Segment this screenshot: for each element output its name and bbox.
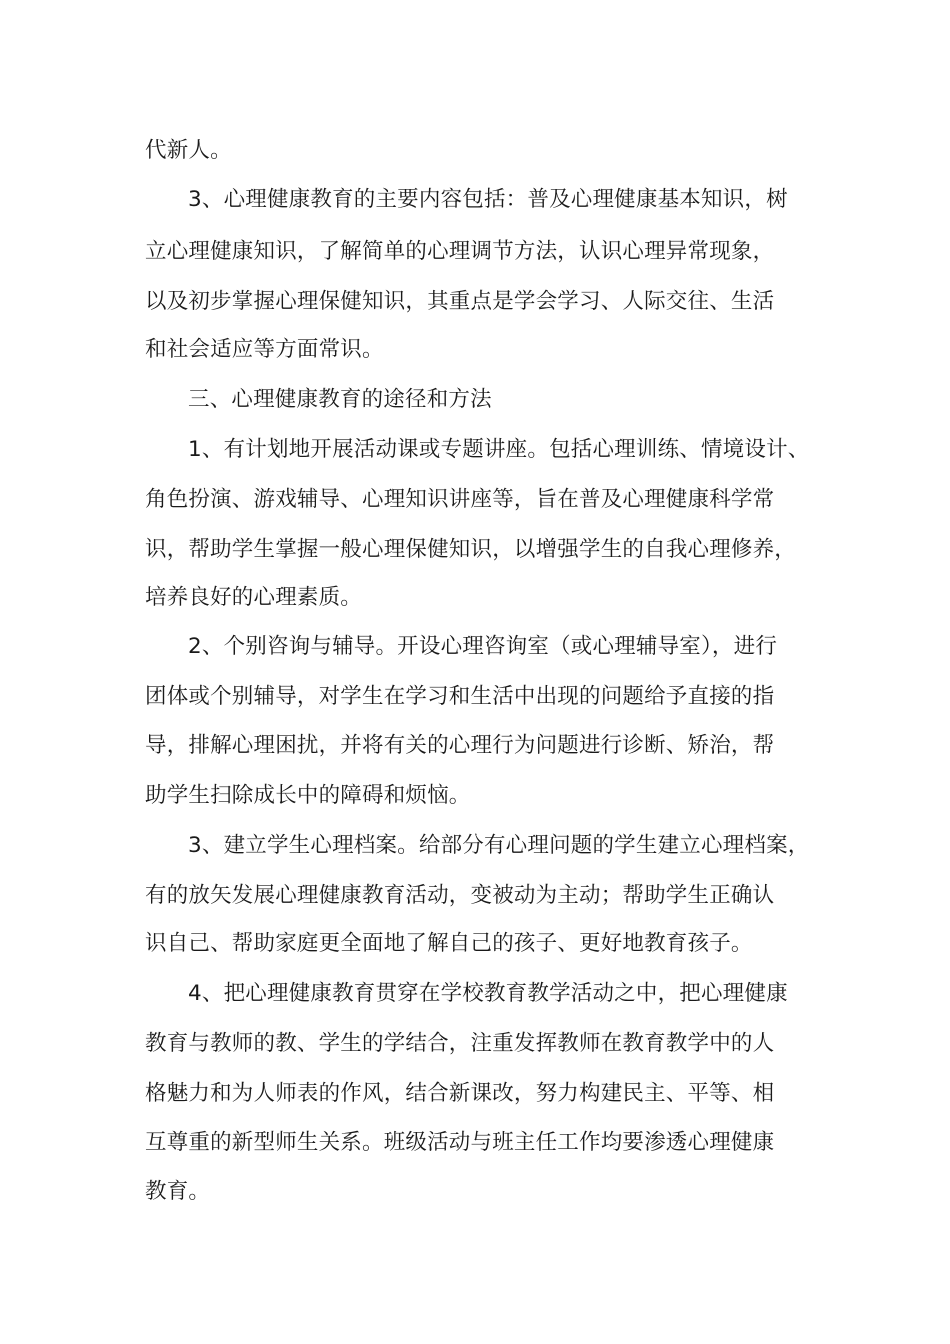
text-line: 1、有计划地开展活动课或专题讲座。包括心理训练、情境设计、 [188, 437, 810, 462]
text-line: 代新人。 [145, 138, 232, 163]
text-line: 互尊重的新型师生关系。班级活动与班主任工作均要渗透心理健康 [145, 1130, 775, 1155]
text-line: 识，帮助学生掌握一般心理保健知识，以增强学生的自我心理修养， [145, 537, 797, 562]
text-line: 4、把心理健康教育贯穿在学校教育教学活动之中，把心理健康 [188, 981, 788, 1006]
text-line: 3、心理健康教育的主要内容包括：普及心理健康基本知识，树 [188, 187, 788, 212]
text-line: 教育与教师的教、学生的学结合，注重发挥教师在教育教学中的人 [145, 1031, 775, 1056]
text-line: 和社会适应等方面常识。 [145, 337, 384, 362]
text-line: 3、建立学生心理档案。给部分有心理问题的学生建立心理档案， [188, 833, 810, 858]
section-heading: 三、心理健康教育的途径和方法 [188, 387, 492, 412]
text-line: 教育。 [145, 1179, 211, 1204]
text-line: 2、个别咨询与辅导。开设心理咨询室（或心理辅导室），进行 [188, 634, 778, 659]
text-line: 助学生扫除成长中的障碍和烦恼。 [145, 783, 471, 808]
text-line: 有的放矢发展心理健康教育活动，变被动为主动；帮助学生正确认 [145, 883, 775, 908]
text-line: 以及初步掌握心理保健知识，其重点是学会学习、人际交往、生活 [145, 289, 775, 314]
text-line: 角色扮演、游戏辅导、心理知识讲座等，旨在普及心理健康科学常 [145, 487, 775, 512]
text-line: 格魅力和为人师表的作风，结合新课改，努力构建民主、平等、相 [145, 1081, 775, 1106]
text-line: 立心理健康知识，了解简单的心理调节方法，认识心理异常现象， [145, 239, 775, 264]
text-line: 团体或个别辅导，对学生在学习和生活中出现的问题给予直接的指 [145, 684, 775, 709]
text-line: 识自己、帮助家庭更全面地了解自己的孩子、更好地教育孩子。 [145, 931, 753, 956]
text-line: 导，排解心理困扰，并将有关的心理行为问题进行诊断、矫治，帮 [145, 733, 775, 758]
text-line: 培养良好的心理素质。 [145, 585, 363, 610]
